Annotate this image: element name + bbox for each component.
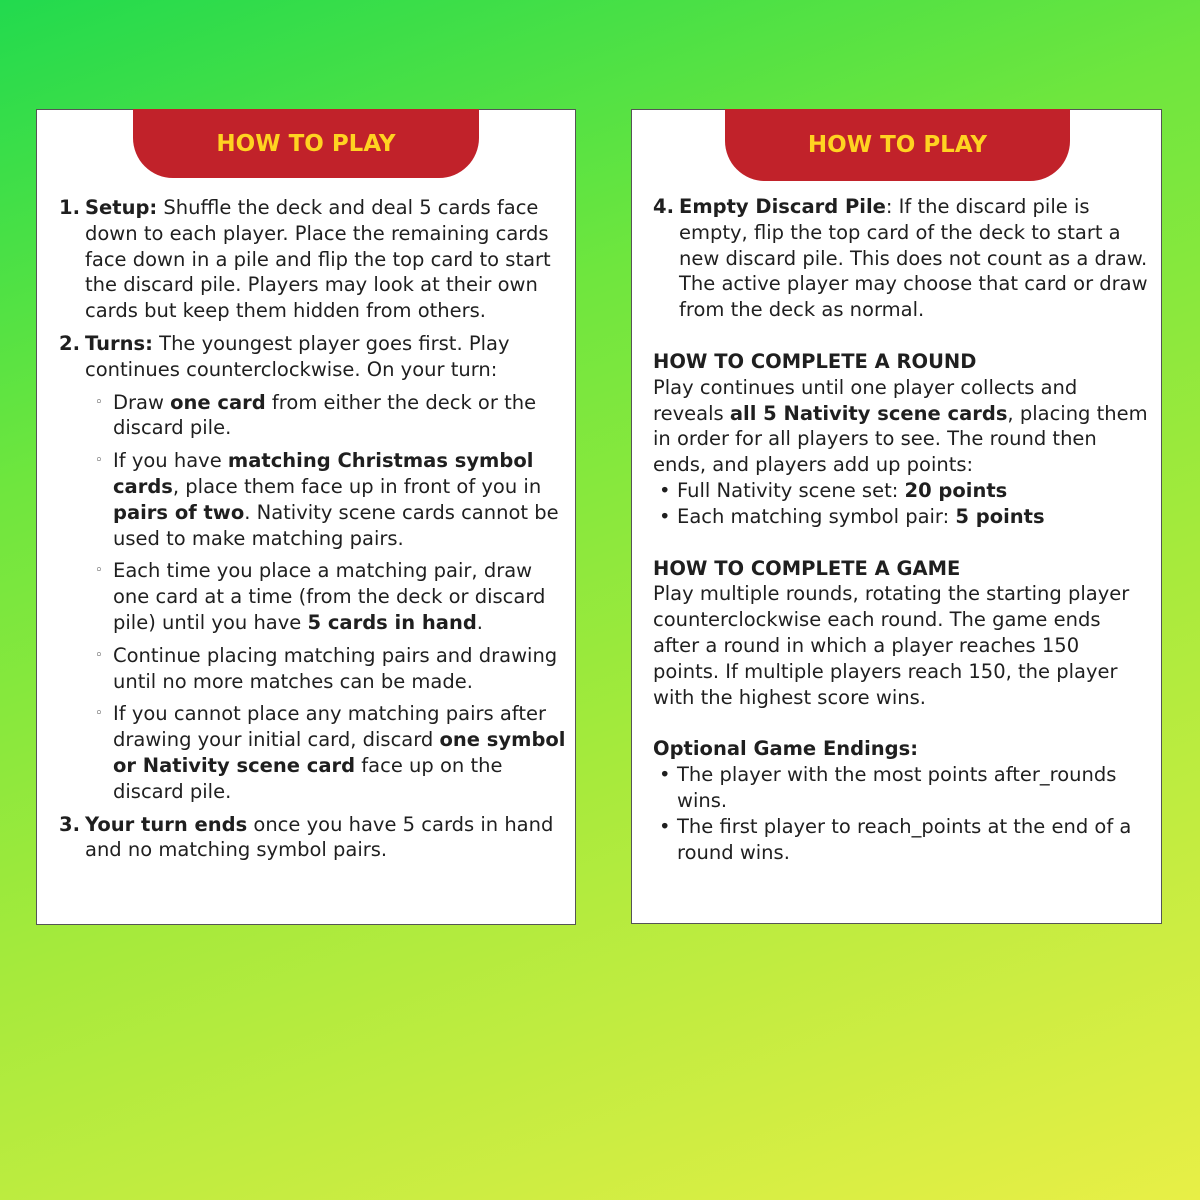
sub-rule-text: from either the deck or the discard pile.	[113, 390, 537, 440]
right-rules-card	[631, 109, 1162, 924]
section-heading-optional: Optional Game Endings:	[653, 737, 919, 761]
rule-item-setup	[59, 195, 569, 324]
left-rules-card	[36, 109, 576, 925]
sub-rule-text: .	[476, 610, 483, 634]
rule-item-turn-ends	[59, 812, 569, 864]
paragraph-text: , placing them in order for all players to see. The round then ends, and players add up points:	[653, 401, 1148, 477]
list-item	[653, 504, 1148, 530]
sub-rule-text: Draw	[113, 390, 171, 414]
rule-number: 4.	[653, 195, 674, 218]
bullet-icon: ◦	[95, 706, 103, 722]
bullet-icon: •	[659, 504, 671, 528]
rule-number: 3.	[59, 812, 80, 836]
sub-rule-item	[85, 701, 569, 804]
right-card-body	[653, 194, 1148, 865]
bullet-icon: •	[659, 814, 671, 838]
sub-rule-item	[85, 390, 569, 442]
rule-text: : If the discard pile is empty, flip the top card of the deck to start a new discard pile. This does not count as a draw. The active player may choose that card or draw from the deck as normal.	[679, 195, 1148, 322]
rule-label: Your turn ends	[85, 812, 248, 836]
bullet-icon: ◦	[95, 563, 103, 579]
sub-rule-emphasis: matching Christmas symbol cards	[113, 449, 534, 498]
left-card-body	[59, 195, 569, 870]
section-heading-round: HOW TO COMPLETE A ROUND	[653, 349, 977, 373]
sub-rule-item	[85, 643, 569, 695]
left-card-title-tab	[133, 109, 479, 178]
rule-label: Setup:	[85, 196, 158, 219]
sub-rule-text: , place them face up in front of you in	[172, 474, 542, 498]
rule-number: 1.	[59, 196, 80, 219]
sub-rule-emphasis: pairs of two	[113, 500, 245, 524]
sub-rule-text: . Nativity scene cards cannot be used to make matching pairs.	[113, 500, 559, 550]
list-item	[653, 478, 1148, 504]
list-text: Full Nativity scene set:	[677, 478, 905, 502]
sub-rule-text: Continue placing matching pairs and drawing until no more matches can be made.	[113, 643, 558, 693]
points-value: 20 points	[904, 478, 1008, 502]
left-card-title: HOW TO PLAY	[216, 130, 396, 157]
bullet-icon: •	[659, 763, 671, 787]
sub-rule-item	[85, 558, 569, 635]
bullet-icon: ◦	[95, 647, 103, 663]
rule-item-turns	[59, 331, 569, 805]
sub-rule-text: If you have	[113, 449, 228, 473]
rule-number: 2.	[59, 331, 80, 355]
rule-item-empty-discard	[653, 194, 1148, 323]
bullet-icon: •	[659, 478, 671, 502]
rule-label: Turns:	[85, 331, 153, 355]
bullet-icon: ◦	[95, 394, 103, 410]
sub-rule-emphasis: one card	[170, 390, 266, 414]
list-text: Each matching symbol pair:	[677, 504, 956, 528]
points-value: 5 points	[955, 504, 1045, 528]
sub-rule-item	[85, 448, 569, 551]
paragraph-emphasis: all 5 Nativity scene cards	[729, 401, 1008, 425]
rule-label: Empty Discard Pile	[679, 195, 886, 218]
list-text: The player with the most points after_rounds wins.	[677, 763, 1117, 812]
sub-rule-emphasis: 5 cards in hand	[307, 610, 477, 634]
rule-text: once you have 5 cards in hand and no matching symbol pairs.	[85, 812, 554, 862]
list-item	[653, 814, 1148, 866]
list-item	[653, 762, 1148, 814]
sub-rule-emphasis: one symbol or Nativity scene card	[113, 728, 566, 777]
list-text: The first player to reach_points at the end of a round wins.	[677, 814, 1132, 864]
sub-rule-text: If you cannot place any matching pairs after drawing your initial card, discard	[113, 702, 546, 752]
rule-text: The youngest player goes first. Play continues counterclockwise. On your turn:	[85, 331, 510, 381]
sub-rule-text: Each time you place a matching pair, draw one card at a time (from the deck or discard pile) until you have	[113, 559, 546, 634]
bullet-icon: ◦	[95, 453, 103, 469]
right-card-title-tab	[725, 109, 1070, 181]
game-paragraph: Play multiple rounds, rotating the starting player counterclockwise each round. The game ends after a round in which a player reaches 150 points. If multiple players reach 150, the player with the highest score wins.	[653, 582, 1130, 709]
rule-text: Shuffle the deck and deal 5 cards face down to each player. Place the remaining cards face down in a pile and flip the top card to start the discard pile. Players may look at their own cards but keep them hidden from others.	[85, 196, 551, 323]
right-card-title: HOW TO PLAY	[807, 132, 988, 158]
round-paragraph	[653, 375, 1148, 478]
section-heading-game: HOW TO COMPLETE A GAME	[653, 556, 961, 580]
paragraph-text: Play continues until one player collects and reveals	[653, 375, 1078, 425]
sub-rule-text: face up on the discard pile.	[113, 753, 503, 803]
